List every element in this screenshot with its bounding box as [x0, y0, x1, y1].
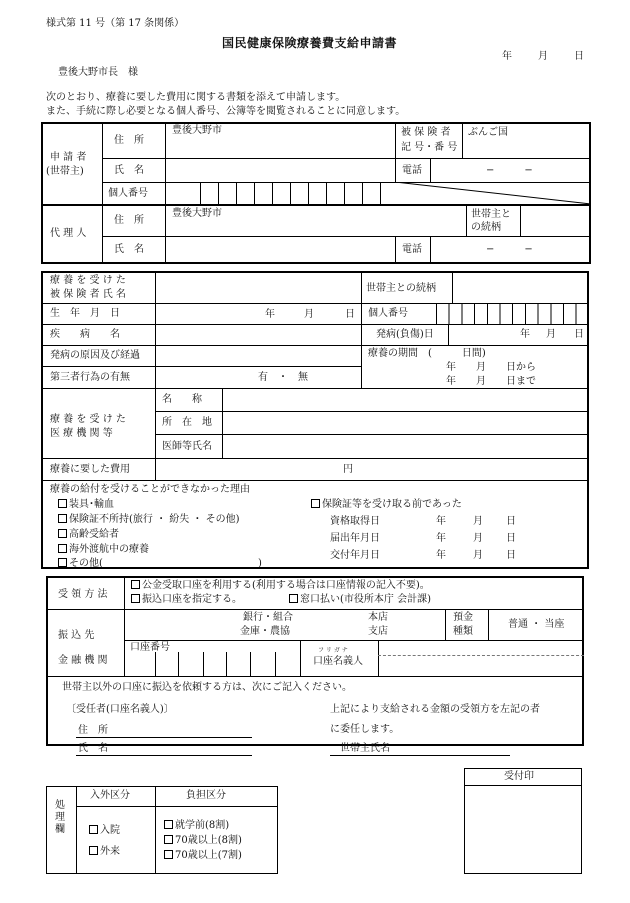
reason-label: 療養の給付を受けることができなかった理由	[50, 484, 250, 495]
cost-label: 療養に要した費用	[50, 464, 130, 475]
page-title: 国民健康保険療養費支給申請書	[222, 36, 398, 50]
reception-stamp-label: 受付印	[504, 771, 534, 782]
onset-year: 年	[520, 329, 530, 340]
inpatient-checkbox[interactable]	[89, 825, 98, 834]
onset-label: 発病(負傷)日	[376, 329, 434, 340]
method-bank-checkbox[interactable]	[131, 594, 140, 603]
birth-month: 月	[304, 309, 314, 320]
form-number: 様式第 11 号（第 17 条関係）	[46, 18, 185, 29]
admission-type-header: 入外区分	[90, 790, 130, 801]
bank-type-2: 金庫・農協	[240, 626, 290, 637]
applicant-name-label: 氏 名	[114, 165, 144, 176]
reason-3[interactable]: 高齢受給者	[58, 529, 119, 541]
bank-label-1: 振 込 先	[58, 630, 95, 641]
trustee-label: 〔受任者(口座名義人)〕	[66, 704, 174, 715]
burden-2-checkbox[interactable]	[164, 835, 173, 844]
doctor-name-label: 医師等氏名	[162, 441, 212, 452]
third-party-label: 第三者行為の有無	[50, 372, 130, 383]
account-holder-label: 口座名義人	[313, 656, 363, 667]
reason-2-checkbox[interactable]	[58, 514, 67, 523]
burden-1-checkbox[interactable]	[164, 820, 173, 829]
relation-label: 世帯主との続柄	[366, 283, 436, 294]
patient-label-2: 被 保 険 者 氏 名	[50, 289, 126, 300]
agent-address[interactable]: 豊後大野市	[172, 208, 222, 219]
mynumber-label: 個人番号	[108, 188, 148, 199]
insurance-label-1: 被 保 険 者	[401, 127, 451, 138]
burden-type-header: 負担区分	[186, 790, 226, 801]
method-public-checkbox[interactable]	[131, 580, 140, 589]
period-to: 年 月 日まで	[446, 376, 536, 387]
agent-tel-label: 電話	[402, 244, 422, 255]
applicant-tel[interactable]: − −	[486, 165, 533, 176]
delegate-note: 世帯主以外の口座に振込を依頼する方は、次にご記入ください。	[62, 682, 352, 693]
reason-4-checkbox[interactable]	[58, 544, 67, 553]
branch-sub: 支店	[368, 626, 388, 637]
office-use-label: 処 理 欄	[55, 800, 65, 835]
agent-name-label: 氏 名	[114, 244, 144, 255]
agent-section-label: 代 理 人	[50, 228, 87, 239]
burden-3-checkbox[interactable]	[164, 850, 173, 859]
head-name-label: 世帯主氏名	[340, 743, 390, 754]
receipt-method-label: 受 領 方 法	[58, 589, 108, 600]
agent-addr-label: 住 所	[114, 215, 144, 226]
method-public-account[interactable]: 公金受取口座を利用する(利用する場合は口座情報の記入不要)。	[131, 580, 430, 592]
reason-6[interactable]: 保険証等を受け取る前であった	[311, 499, 462, 511]
applicant-address[interactable]: 豊後大野市	[172, 125, 222, 136]
reception-stamp-box	[464, 768, 582, 874]
bank-type-1: 銀行・組合	[243, 612, 293, 623]
reason-3-checkbox[interactable]	[58, 529, 67, 538]
trustee-name-label: 氏 名	[78, 743, 108, 754]
applicant-section-label: 申 請 者	[50, 152, 87, 163]
insurance-number[interactable]: ぶんご国	[468, 127, 508, 138]
deposit-kind-label-2: 種類	[453, 626, 473, 637]
period-from: 年 月 日から	[446, 362, 536, 373]
date-issued-label: 交付年月日	[330, 550, 380, 561]
reason-2[interactable]: 保険証不所持(旅行 ・ 紛失 ・ その他)	[58, 514, 240, 526]
method-bank-transfer[interactable]: 振込口座を指定する。	[131, 594, 242, 606]
applicant-tel-label: 電話	[402, 165, 422, 176]
consent-line-2: に委任します。	[330, 724, 400, 735]
reason-5-checkbox[interactable]	[58, 558, 67, 567]
intro-line-2: また、手続に際し必要となる個人番号、公簿等を閲覧されることに同意します。	[46, 106, 406, 117]
reason-5-close: )	[258, 558, 262, 569]
patient-label-1: 療 養 を 受 け た	[50, 275, 126, 286]
consent-line-1: 上記により支給される金額の受領方を左記の者	[330, 704, 540, 715]
date-year: 年	[502, 51, 512, 62]
onset-month: 月	[546, 329, 556, 340]
branch-main: 本店	[368, 612, 388, 623]
bank-label-2: 金 融 機 関	[58, 655, 108, 666]
reason-5[interactable]: その他(	[58, 558, 103, 570]
patient-mynumber-label: 個人番号	[368, 308, 408, 319]
date-month: 月	[538, 51, 548, 62]
agent-relation-label-2: の続柄	[471, 222, 501, 233]
reason-1[interactable]: 装具･輸血	[58, 499, 114, 511]
addressee: 豊後大野市長 様	[58, 67, 138, 78]
inpatient-option[interactable]: 入院	[89, 825, 120, 837]
applicant-addr-label: 住 所	[114, 135, 144, 146]
outpatient-option[interactable]: 外来	[89, 846, 120, 858]
account-number-label: 口座番号	[130, 642, 170, 653]
method-counter[interactable]: 窓口払い(市役所本庁 会計課)	[289, 594, 431, 606]
insurance-label-2: 記 号・番 号	[401, 142, 458, 153]
date-day: 日	[574, 51, 584, 62]
burden-option-1[interactable]: 就学前(8割)	[164, 820, 229, 832]
institution-label-1: 療 養 を 受 け た	[50, 414, 126, 425]
deposit-kind-value[interactable]: 普通 ・ 当座	[508, 619, 565, 630]
institution-addr-label: 所 在 地	[162, 417, 212, 428]
third-party-value[interactable]: 有 ・ 無	[258, 372, 308, 383]
agent-tel[interactable]: − −	[486, 244, 533, 255]
institution-label-2: 医 療 機 関 等	[50, 428, 113, 439]
institution-name-label: 名 称	[162, 394, 202, 405]
date-filed-label: 届出年月日	[330, 533, 380, 544]
birth-year: 年	[265, 309, 275, 320]
applicant-section-sub: (世帯主)	[46, 166, 84, 177]
cause-label: 発病の原因及び経過	[50, 350, 140, 361]
date-acquired-label: 資格取得日	[330, 516, 380, 527]
outpatient-checkbox[interactable]	[89, 846, 98, 855]
cost-yen: 円	[343, 464, 353, 475]
birth-day: 日	[345, 309, 355, 320]
reason-1-checkbox[interactable]	[58, 499, 67, 508]
disease-label: 疾 病 名	[50, 329, 120, 340]
reason-4[interactable]: 海外渡航中の療養	[58, 544, 149, 556]
birth-label: 生 年 月 日	[50, 308, 120, 319]
period-label: 療養の期間 ( 日間)	[368, 348, 486, 359]
onset-day: 日	[574, 329, 584, 340]
office-use-table	[46, 786, 278, 874]
intro-line-1: 次のとおり、療養に要した費用に関する書類を添えて申請します。	[46, 92, 346, 103]
trustee-address-label: 住 所	[78, 725, 108, 736]
burden-option-2[interactable]: 70歳以上(8割)	[164, 835, 242, 847]
method-counter-checkbox[interactable]	[289, 594, 298, 603]
reason-6-checkbox[interactable]	[311, 499, 320, 508]
deposit-kind-label-1: 預金	[453, 612, 473, 623]
agent-relation-label-1: 世帯主と	[471, 209, 511, 220]
furigana-label: フ リ ガ ナ	[318, 647, 348, 654]
burden-option-3[interactable]: 70歳以上(7割)	[164, 850, 242, 862]
